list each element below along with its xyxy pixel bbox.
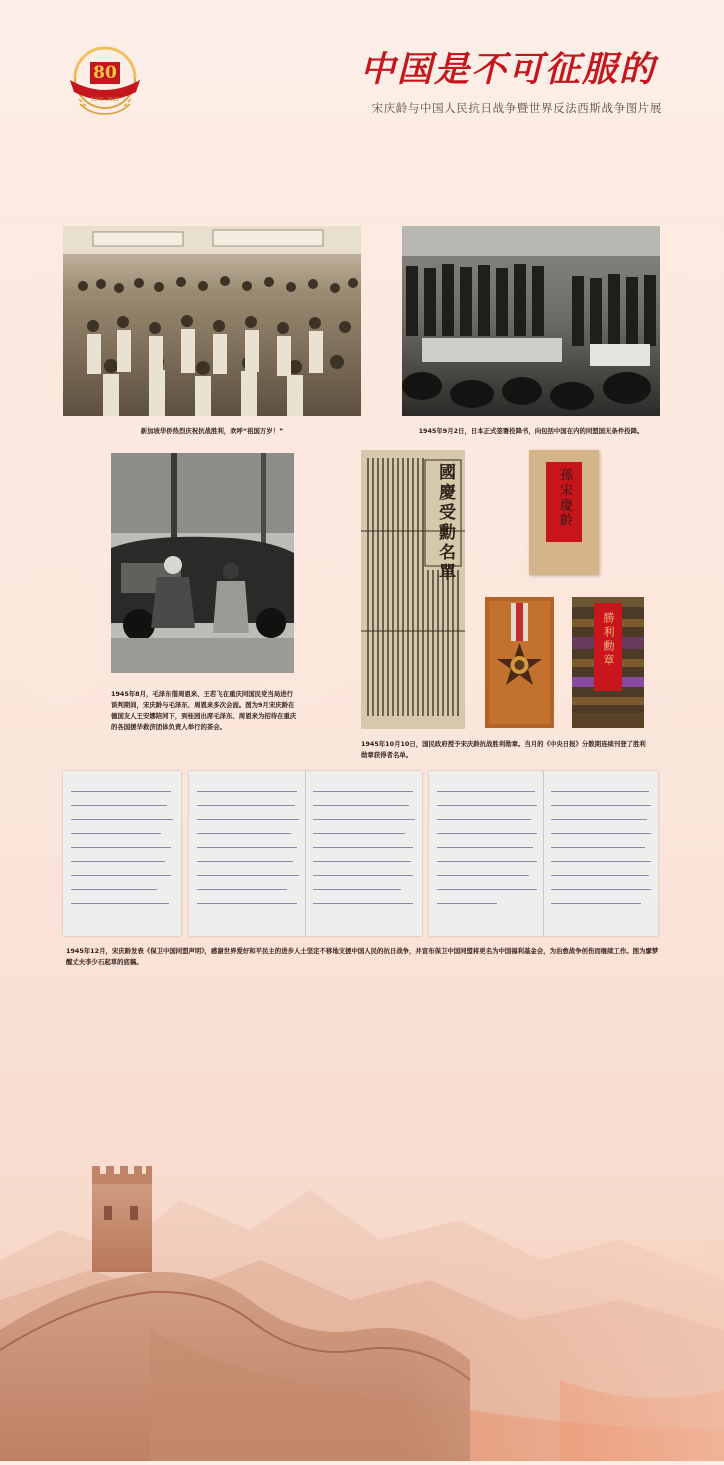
medal-box-label: 勝利勳章 xyxy=(602,612,615,668)
manuscript-caption: 1945年12月，宋庆龄发表《保卫中国同盟声明》，感谢世界爱好和平民主的进步人士坚定不移地支援中国人民的抗日战争，并宣布保卫中国同盟将更名为中国福利基金会，为治愈战争创伤而继续工作。图为廖梦醒丈夫李少石起草的底稿。 xyxy=(66,947,659,966)
exhibition-title: 中国是不可征服的 xyxy=(359,49,656,90)
chongqing-tea-party-caption: 1945年8月，毛泽东偕周恩来、王若飞在重庆同国民党当局进行谈判期间，宋庆龄与毛泽东、周恩来多次会面。图为9月宋庆龄在德国友人王安娜陪同下，到桂园出席毛泽东、周恩来为招待在重庆的各国援华救济团体负责人举行的茶会。 xyxy=(111,690,297,731)
bottom-right-glow xyxy=(0,1240,724,1461)
exhibition-subtitle: 宋庆龄与中国人民抗日战争暨世界反法西斯战争图片展 xyxy=(371,101,662,115)
logo-years: 1945–2025 xyxy=(91,97,119,103)
singapore-celebration-caption: 新加坡华侨热烈庆祝抗战胜利，欢呼“祖国万岁！” xyxy=(140,427,284,435)
envelope-label-text: 孫宋慶齡 xyxy=(557,468,572,528)
victory-medal xyxy=(485,597,554,728)
manuscript-page-1 xyxy=(63,771,181,936)
manuscript-page-2 xyxy=(189,771,422,936)
medal-caption: 1945年10月10日，国民政府授予宋庆龄抗战胜利勋章。当月的《中央日报》分数期连续刊登了胜利勋章获得者名单。 xyxy=(361,740,646,759)
logo-badge-number: 80 xyxy=(93,63,117,83)
chongqing-tea-party-photo xyxy=(111,453,294,673)
japan-surrender-caption: 1945年9月2日，日本正式签署投降书，向包括中国在内的同盟国无条件投降。 xyxy=(418,427,644,435)
singapore-celebration-photo xyxy=(63,226,361,416)
manuscript-page-3 xyxy=(429,771,658,936)
newspaper-headline: 國慶受勳名單 xyxy=(435,463,455,583)
japan-surrender-photo xyxy=(402,226,660,416)
